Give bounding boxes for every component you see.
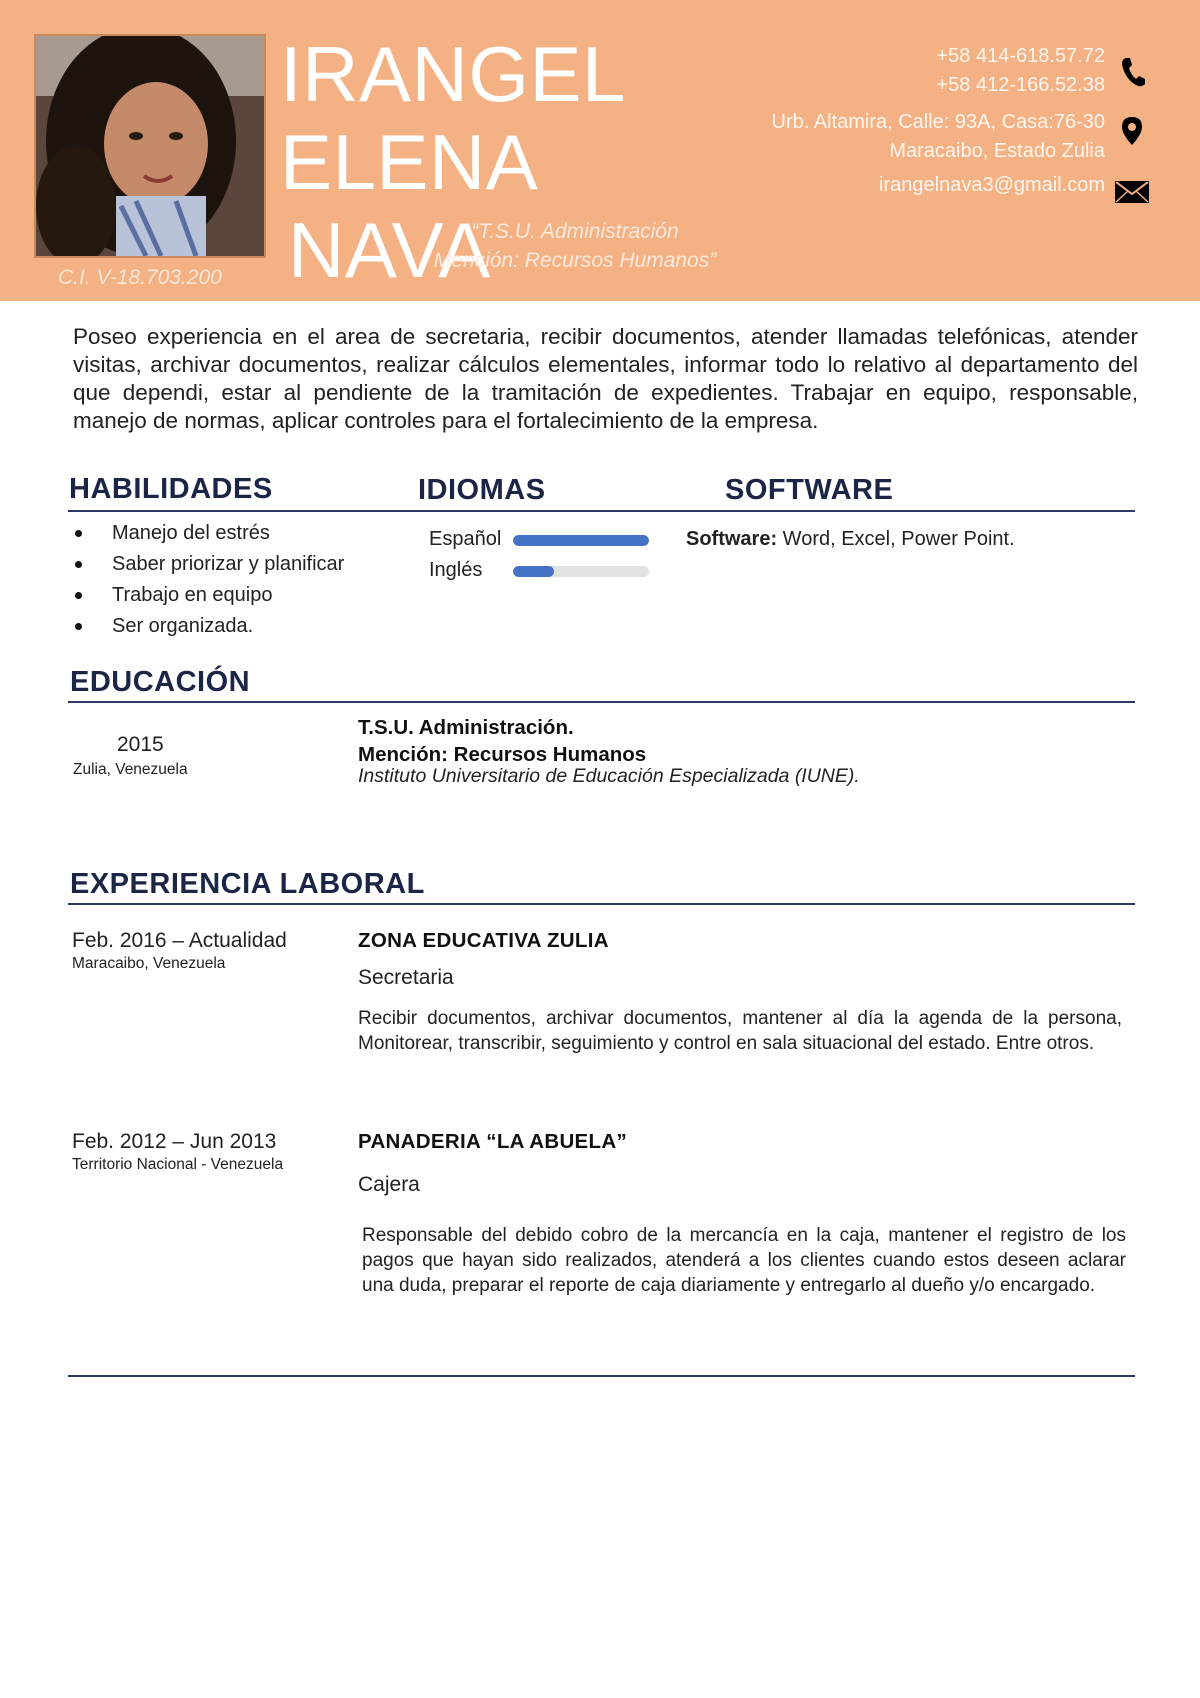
job-dates: Feb. 2016 – Actualidad xyxy=(72,929,287,952)
language-name: Español xyxy=(429,528,502,550)
job-role: Cajera xyxy=(358,1173,420,1196)
skill-label: Manejo del estrés xyxy=(112,522,270,544)
section-divider xyxy=(68,510,1135,512)
name-line-1: IRANGEL ELENA xyxy=(280,30,624,206)
degree-line-2: Mención: Recursos Humanos xyxy=(358,743,647,766)
job-company: ZONA EDUCATIVA ZULIA xyxy=(358,929,609,952)
skills-list xyxy=(72,518,344,642)
bullet-icon xyxy=(75,530,82,537)
languages-title: IDIOMAS xyxy=(418,474,546,506)
software-list xyxy=(686,528,1015,551)
id-number: C.I. V-18.703.200 xyxy=(58,266,222,289)
bullet-icon xyxy=(75,592,82,599)
language-level-fill xyxy=(513,535,649,546)
software-label: Software: xyxy=(686,528,778,550)
language-level-bar xyxy=(513,535,649,546)
name-line-2: NAVA xyxy=(288,206,491,294)
education-degree xyxy=(358,714,646,768)
bullet-icon xyxy=(75,623,82,630)
job-dates: Feb. 2012 – Jun 2013 xyxy=(72,1130,277,1153)
job-description: Recibir documentos, archivar documentos, mantener al día la agenda de la persona, Monitorear, transcribir, seguimiento y control en sala situacional del estado. Entre otros. xyxy=(358,1008,1122,1054)
address xyxy=(772,108,1106,166)
address-line-2: Maracaibo, Estado Zulia xyxy=(889,140,1105,162)
job-description: Responsable del debido cobro de la mercancía en la caja, mantener el registro de los pagos que hayan sido realizados, atenderá a los clientes cuando estos deseen aclarar una duda, preparar el reporte de caja diariamente y entregarlo al dueño y/o encargado. xyxy=(362,1225,1126,1296)
job-role: Secretaria xyxy=(358,966,454,989)
list-item xyxy=(72,549,344,580)
professional-title xyxy=(350,217,800,275)
envelope-icon xyxy=(1114,180,1150,204)
address-line-1: Urb. Altamira, Calle: 93A, Casa:76-30 xyxy=(771,111,1105,133)
list-item xyxy=(72,580,344,611)
job-location: Territorio Nacional - Venezuela xyxy=(72,1156,284,1173)
section-divider xyxy=(68,903,1135,905)
list-item xyxy=(72,611,344,642)
bullet-icon xyxy=(75,561,82,568)
job-location: Maracaibo, Venezuela xyxy=(72,955,226,972)
skill-label: Ser organizada. xyxy=(112,615,254,637)
header-banner xyxy=(0,0,1200,301)
profile-summary: Poseo experiencia en el area de secretaria, recibir documentos, atender llamadas telefónicas, atender visitas, archivar documentos, realizar cálculos elementales, informar todo lo relativo al departamento del que dependi, estar al pendiente de la tramitación de expedientes. Trabajar en equipo, responsable, manejo de normas, aplicar controles para el fortalecimiento de la empresa. xyxy=(73,324,1138,433)
profile-photo xyxy=(34,34,266,258)
skills-title: HABILIDADES xyxy=(69,473,273,505)
language-level-bar xyxy=(513,566,649,577)
footer-divider xyxy=(68,1375,1135,1377)
software-title: SOFTWARE xyxy=(725,474,894,506)
email: irangelnava3@gmail.com xyxy=(879,174,1105,196)
education-institution: Instituto Universitario de Educación Especializada (IUNE). xyxy=(358,765,860,787)
title-line-1: “T.S.U. Administración xyxy=(471,220,679,243)
language-level-fill xyxy=(513,566,554,577)
phone-icon xyxy=(1120,56,1146,88)
list-item xyxy=(72,518,344,549)
title-line-2: Mención: Recursos Humanos” xyxy=(433,249,717,272)
location-pin-icon xyxy=(1121,116,1143,146)
education-title: EDUCACIÓN xyxy=(70,666,251,698)
job-company: PANADERIA “LA ABUELA” xyxy=(358,1130,627,1153)
experience-title: EXPERIENCIA LABORAL xyxy=(70,868,425,900)
education-location: Zulia, Venezuela xyxy=(73,761,188,778)
section-divider xyxy=(68,701,1135,703)
degree-line-1: T.S.U. Administración. xyxy=(358,716,574,739)
phone-1: +58 414-618.57.72 xyxy=(936,45,1105,67)
software-value: Word, Excel, Power Point. xyxy=(777,528,1015,550)
skill-label: Saber priorizar y planificar xyxy=(112,553,345,575)
phone-numbers xyxy=(937,42,1106,100)
phone-2: +58 412-166.52.38 xyxy=(936,74,1105,96)
education-year: 2015 xyxy=(117,733,164,756)
skill-label: Trabajo en equipo xyxy=(112,584,273,606)
language-name: Inglés xyxy=(429,559,483,581)
